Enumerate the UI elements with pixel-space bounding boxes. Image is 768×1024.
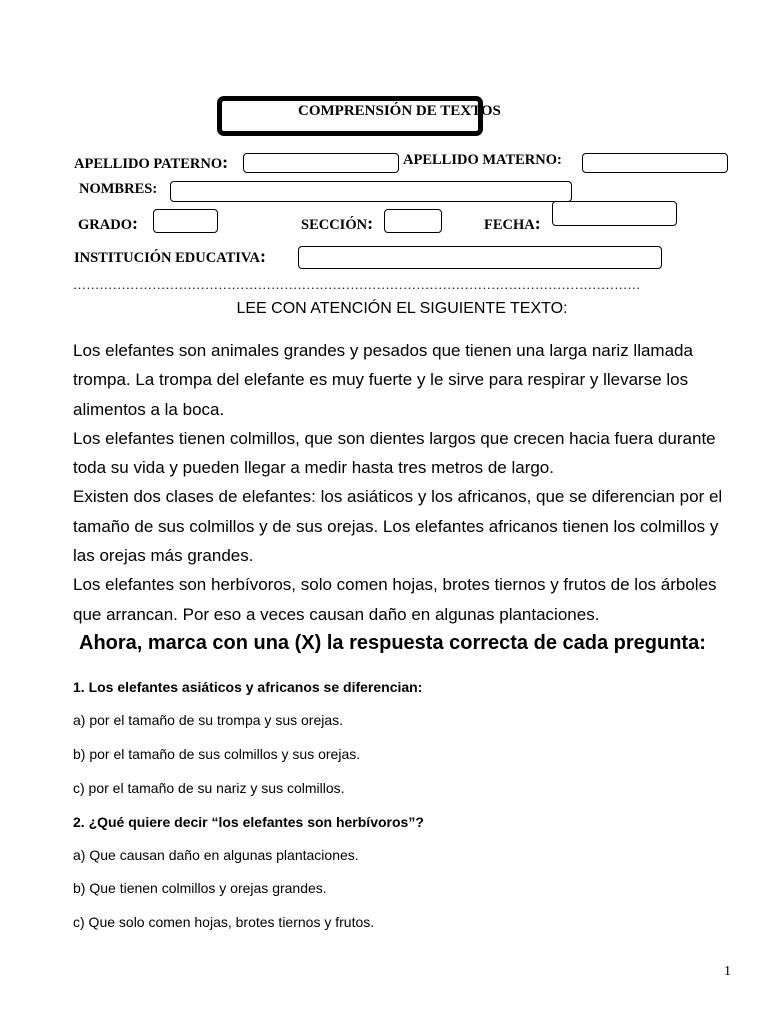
question-2-option-c[interactable]: c) Que solo comen hojas, brotes tiernos y frutos. <box>73 914 375 930</box>
question-2: 2. ¿Qué quiere decir “los elefantes son herbívoros”? <box>73 814 424 830</box>
paragraph: Los elefantes tienen colmillos, que son dientes largos que crecen hacia fuera durante toda su vida y pueden llegar a medir hasta tres metros de largo. <box>73 428 716 478</box>
fecha-label: FECHA: <box>484 213 541 233</box>
institucion-label: INSTITUCIÓN EDUCATIVA: <box>74 246 266 266</box>
nombres-label: NOMBRES: <box>79 181 158 197</box>
paragraph: Existen dos clases de elefantes: los asiáticos y los africanos, que se diferencian por el tamaño de sus colmillos y de sus orejas. Los elefantes africanos tienen los colmillos y las orejas más grandes. <box>73 487 723 566</box>
question-1-option-b[interactable]: b) por el tamaño de sus colmillos y sus orejas. <box>73 746 361 762</box>
question-2-option-b[interactable]: b) Que tienen colmillos y orejas grandes. <box>73 880 327 896</box>
question-1-option-c[interactable]: c) por el tamaño de su nariz y sus colmillos. <box>73 780 345 796</box>
apellido-paterno-field[interactable] <box>243 153 399 173</box>
grado-field[interactable] <box>153 209 218 233</box>
reading-text <box>73 336 733 629</box>
fecha-field[interactable] <box>552 201 677 226</box>
apellido-paterno-label: APELLIDO PATERNO: <box>74 152 229 172</box>
apellido-materno-field[interactable] <box>582 153 728 173</box>
paragraph: Los elefantes son animales grandes y pesados que tienen una larga nariz llamada trompa. La trompa del elefante es muy fuerte y le sirve para respirar y llevarse los alimentos a la boca. <box>73 341 693 419</box>
question-1: 1. Los elefantes asiáticos y africanos se diferencian: <box>73 679 423 695</box>
dotted-separator: ………………………………………………………………………………………………………………… <box>73 277 641 291</box>
instructions: Ahora, marca con una (X) la respuesta correcta de cada pregunta: <box>79 632 706 654</box>
paragraph: Los elefantes son herbívoros, solo comen hojas, brotes tiernos y frutos de los árboles que arrancan. Por eso a veces causan daño en algunas plantaciones. <box>73 575 717 624</box>
question-2-option-a[interactable]: a) Que causan daño en algunas plantaciones. <box>73 847 359 863</box>
page-title: COMPRENSIÓN DE TEXTOS <box>298 103 501 119</box>
grado-label: GRADO: <box>78 213 138 233</box>
nombres-field[interactable] <box>170 181 572 202</box>
apellido-materno-label: APELLIDO MATERNO: <box>403 152 562 168</box>
question-1-option-a[interactable]: a) por el tamaño de su trompa y sus orejas. <box>73 712 344 728</box>
institucion-field[interactable] <box>298 246 662 269</box>
reading-heading: LEE CON ATENCIÓN EL SIGUIENTE TEXTO: <box>236 300 568 317</box>
seccion-label: SECCIÓN: <box>301 213 374 233</box>
seccion-field[interactable] <box>384 209 442 233</box>
page-number: 1 <box>724 964 731 979</box>
